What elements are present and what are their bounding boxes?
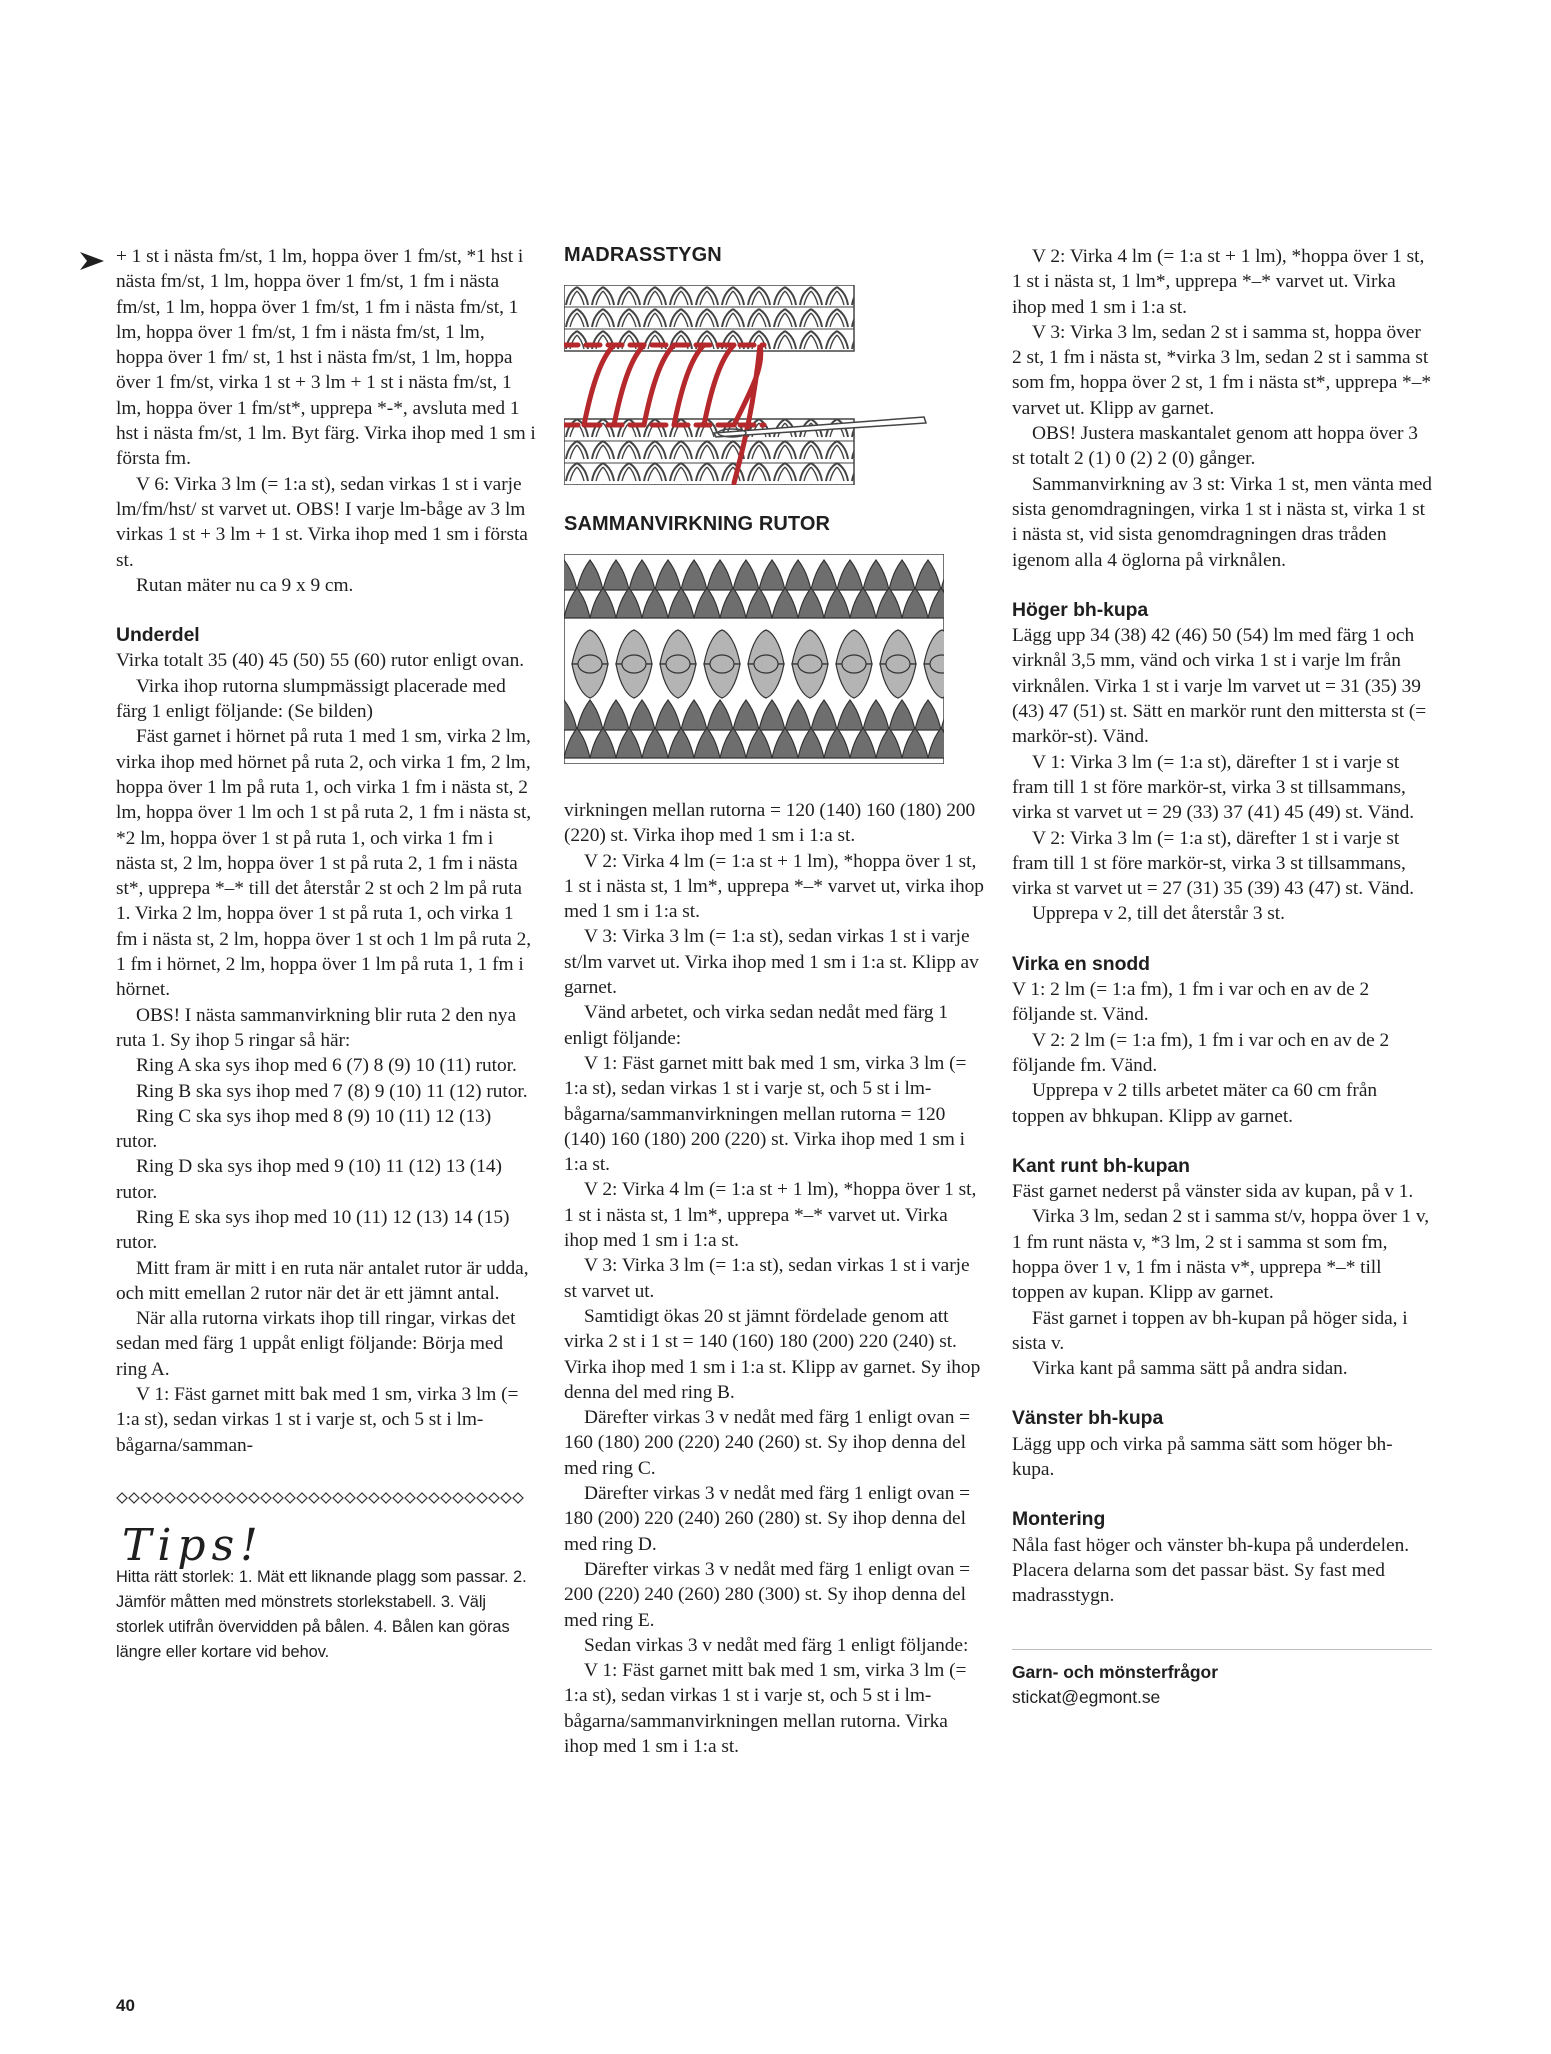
intro-section [116,244,536,598]
paragraph: Därefter virkas 3 v nedåt med färg 1 enligt ovan = 180 (200) 220 (240) 260 (280) st. Sy ihop denna del med ring D. [564,1483,971,1555]
paragraph: Samtidigt ökas 20 st jämnt fördelade genom att virka 2 st i 1 st = 140 (160) 180 (200) 220 (240) st. Virka ihop med 1 sm i 1:a st. Klipp av garnet. Sy ihop denna del med ring B. [564,1305,981,1403]
paragraph: Upprepa v 2 tills arbetet mäter ca 60 cm från toppen av bhkupan. Klipp av garnet. [1012,1080,1378,1127]
paragraph: V 2: Virka 4 lm (= 1:a st + 1 lm), *hoppa över 1 st, 1 st i nästa st, 1 lm*, upprepa *–* varvet ut. Virka ihop med 1 sm i 1:a st. [564,1179,977,1252]
section-heading: Höger bh-kupa [1012,598,1149,621]
paragraph: V 2: Virka 3 lm (= 1:a st), därefter 1 st i varje st fram till 1 st före markör-st, virka 3 st tillsammans, virka st varvet ut = 27 (31) 35 (39) 43 (47) st. Vänd. [1012,827,1415,900]
section-heading: Vänster bh-kupa [1012,1407,1164,1430]
paragraph: Virka totalt 35 (40) 45 (50) 55 (60) rutor enligt ovan. [116,650,525,672]
paragraph: Lägg upp 34 (38) 42 (46) 50 (54) lm med färg 1 och virknål 3,5 mm, vänd och virka 1 st i varje lm från virknålen. Virka 1 st i varje lm varvet ut = 31 (35) 39 (43) 47 (51) st. Sätt en markör runt den mittersta st (= markör-st). Vänd. [1012,625,1427,748]
paragraph: V 2: Virka 4 lm (= 1:a st + 1 lm), *hoppa över 1 st, 1 st i nästa st, 1 lm*, upprepa *–* varvet ut, virka ihop med 1 sm i 1:a st. [564,850,984,923]
column-left [116,244,536,1665]
paragraph: V 1: 2 lm (= 1:a fm), 1 fm i var och en av de 2 följande st. Vänd. [1012,979,1370,1026]
paragraph: Upprepa v 2, till det återstår 3 st. [1032,903,1285,925]
paragraph: V 3: Virka 3 lm (= 1:a st), sedan virkas 1 st i varje st varvet ut. [564,1255,970,1302]
section-heading: Underdel [116,624,200,647]
section-heading: Kant runt bh-kupan [1012,1154,1190,1177]
paragraph: Sedan virkas 3 v nedåt med färg 1 enligt följande: [584,1634,969,1656]
paragraph: Fäst garnet i hörnet på ruta 1 med 1 sm, virka 2 lm, virka ihop med hörnet på ruta 2, och virka 1 fm, 2 lm, hoppa över 1 lm på ruta 1, och virka 1 fm i nästa st, 2 lm, hoppa över 1 lm och 1 st på ruta 2, 1 fm i nästa st, *2 lm, hoppa över 1 st på ruta 1, och virka 1 fm i nästa st, 2 lm, hoppa över 1 st på ruta 2, 1 fm i nästa st*, upprepa *–* till det återstår 2 st och 2 lm på ruta 1. Virka 2 lm, hoppa över 1 st på ruta 1, och virka 1 fm i nästa st, 2 lm, hoppa över 1 st och 1 lm på ruta 2, 1 fm i hörnet, 2 lm, hoppa över 1 lm på ruta 1, 1 fm i hörnet. [116,726,532,1001]
paragraph: V 1: Fäst garnet mitt bak med 1 sm, virka 3 lm (= 1:a st), sedan virkas 1 st i varje st, och 5 st i lm-bågarna/sammanvirkningen mellan rutorna = 120 (140) 160 (180) 200 (220) st. Virka ihop med 1 sm i 1:a st. [564,1052,967,1176]
page-number: 40 [116,1996,135,2015]
paragraph: Ring E ska sys ihop med 10 (11) 12 (13) 14 (15) rutor. [116,1206,510,1254]
madrasstygn-heading: MADRASSTYGN [564,244,722,266]
section-heading: Virka en snodd [1012,952,1150,975]
arrow-right-icon [80,251,104,271]
paragraph: Fäst garnet i toppen av bh-kupan på höger sida, i sista v. [1012,1307,1408,1354]
paragraph: OBS! I nästa sammanvirkning blir ruta 2 den nya ruta 1. Sy ihop 5 ringar så här: [116,1004,517,1051]
paragraph: Fäst garnet nederst på vänster sida av kupan, på v 1. [1012,1181,1414,1203]
paragraph: V 1: Fäst garnet mitt bak med 1 sm, virka 3 lm (= 1:a st), sedan virkas 1 st i varje st, och 5 st i lm-bågarna/samman- [116,1384,519,1456]
contact-email[interactable]: stickat@egmont.se [1012,1686,1161,1707]
column-right [1012,244,1432,1710]
contact-divider [1012,1649,1432,1650]
snodd-section [1012,952,1432,1129]
paragraph: Rutan mäter nu ca 9 x 9 cm. [136,574,354,596]
paragraph: OBS! Justera maskantalet genom att hoppa över 3 st totalt 2 (1) 0 (2) 2 (0) gånger. [1012,423,1418,470]
paragraph: V 3: Virka 3 lm (= 1:a st), sedan virkas 1 st i varje st/lm varvet ut. Virka ihop med 1 sm i 1:a st. Klipp av garnet. [564,926,979,999]
montering-section [1012,1507,1432,1608]
paragraph: Virka kant på samma sätt på andra sidan. [1032,1358,1348,1380]
paragraph: V 2: Virka 4 lm (= 1:a st + 1 lm), *hoppa över 1 st, 1 st i nästa st, 1 lm*, upprepa *–* varvet ut. Virka ihop med 1 sm i 1:a st. [1012,246,1425,318]
diamond-divider [116,1492,536,1504]
tips-box [116,1520,536,1664]
tips-text: Hitta rätt storlek: 1. Mät ett liknande plagg som passar. 2. Jämför måtten med mönstrets storlekstabell. 3. Välj storlek utifrån övervidden på bålen. 4. Bålen kan göras längre eller kortare vid behov. [116,1567,527,1661]
contact-label: Garn- och mönsterfrågor [1012,1661,1218,1682]
paragraph: Därefter virkas 3 v nedåt med färg 1 enligt ovan = 200 (220) 240 (260) 280 (300) st. Sy ihop denna del med ring E. [564,1558,971,1631]
hoger-section [1012,598,1432,927]
paragraph: Ring B ska sys ihop med 7 (8) 9 (10) 11 (12) rutor. [136,1080,528,1102]
paragraph: Ring C ska sys ihop med 8 (9) 10 (11) 12 (13) rutor. [116,1105,492,1153]
mattress-stitch-illustration [564,285,944,485]
paragraph: V 1: Virka 3 lm (= 1:a st), därefter 1 st i varje st fram till 1 st före markör-st, virka 3 st tillsammans, virka st varvet ut = 29 (33) 37 (41) 45 (49) st. Vänd. [1012,751,1415,824]
paragraph: Lägg upp och virka på samma sätt som höger bh-kupa. [1012,1433,1393,1481]
paragraph: Mitt fram är mitt i en ruta när antalet rutor är udda, och mitt emellan 2 rutor när det är ett jämnt antal. [116,1257,529,1304]
paragraph: Ring A ska sys ihop med 6 (7) 8 (9) 10 (11) rutor. [136,1055,517,1077]
paragraph: När alla rutorna virkats ihop till ringar, virkas det sedan med färg 1 uppåt enligt följande: Börja med ring A. [116,1308,516,1380]
vanster-section [1012,1406,1432,1482]
paragraph: V 2: 2 lm (= 1:a fm), 1 fm i var och en av de 2 följande fm. Vänd. [1012,1029,1390,1076]
paragraph: Sammanvirkning av 3 st: Virka 1 st, men vänta med sista genomdragningen, virka 1 st i nästa st, virka 1 st i nästa st, vid sista genomdragningen dras tråden igenom alla 4 öglorna på virknålen. [1012,473,1432,571]
paragraph: + 1 st i nästa fm/st, 1 lm, hoppa över 1 fm/st, *1 hst i nästa fm/st, 1 lm, hoppa över 1 fm/st, 1 fm i nästa fm/st, 1 lm, hoppa över 1 fm/st, 1 fm i nästa fm/st, 1 lm, hoppa över 1 fm/st, 1 fm i nästa fm/st, 1 lm, hoppa över 1 fm/ st, 1 hst i nästa fm/st, 1 lm, hoppa över 1 fm/st, virka 1 st + 3 lm + 1 st i nästa fm/st, 1 lm, hoppa över 1 fm/st*, upprepa *-*, avsluta med 1 hst i nästa fm/st, 1 lm. Byt färg. Virka ihop med 1 sm i första fm. [116,246,536,470]
paragraph: Ring D ska sys ihop med 9 (10) 11 (12) 13 (14) rutor. [116,1156,502,1203]
col2-body [564,798,984,1759]
paragraph: Vänd arbetet, och virka sedan nedåt med färg 1 enligt följande: [564,1002,949,1049]
kant-section [1012,1154,1432,1382]
paragraph: Virka ihop rutorna slumpmässigt placerade med färg 1 enligt följande: (Se bilden) [116,675,506,723]
paragraph: V 6: Virka 3 lm (= 1:a st), sedan virkas 1 st i varje lm/fm/hst/ st varvet ut. OBS! I varje lm-båge av 3 lm virkas 1 st + 3 lm + 1 st. Virka ihop med 1 sm i första st. [116,473,528,571]
paragraph: V 3: Virka 3 lm, sedan 2 st i samma st, hoppa över 2 st, 1 fm i nästa st, *virka 3 lm, sedan 2 st i samma st som fm, hoppa över 2 st, 1 fm i nästa st*, upprepa *–* varvet ut. Klipp av garnet. [1012,321,1431,419]
section-heading: Montering [1012,1508,1106,1531]
sammanvirkning-heading: SAMMANVIRKNING RUTOR [564,513,831,535]
paragraph: virkningen mellan rutorna = 120 (140) 160 (180) 200 (220) st. Virka ihop med 1 sm i 1:a st. [564,800,976,847]
column-middle [564,244,984,1759]
tips-title: Tips! [122,1520,264,1572]
joining-squares-illustration [564,554,944,764]
paragraph: Virka 3 lm, sedan 2 st i samma st/v, hoppa över 1 v, 1 fm runt nästa v, *3 lm, 2 st i samma st som fm, hoppa över 1 v, 1 fm i nästa v*, upprepa *–* till toppen av kupan. Klipp av garnet. [1012,1206,1430,1304]
paragraph: Därefter virkas 3 v nedåt med färg 1 enligt ovan = 160 (180) 200 (220) 240 (260) st. Sy ihop denna del med ring C. [564,1407,971,1479]
paragraph: V 1: Fäst garnet mitt bak med 1 sm, virka 3 lm (= 1:a st), sedan virkas 1 st i varje st, och 5 st i lm-bågarna/sammanvirkningen mellan rutorna. Virka ihop med 1 sm i 1:a st. [564,1660,967,1757]
paragraph: Nåla fast höger och vänster bh-kupa på underdelen. Placera delarna som det passar bäst. Sy fast med madrasstygn. [1012,1534,1410,1607]
intro-section [1012,244,1432,573]
underdel-section [116,623,536,1458]
